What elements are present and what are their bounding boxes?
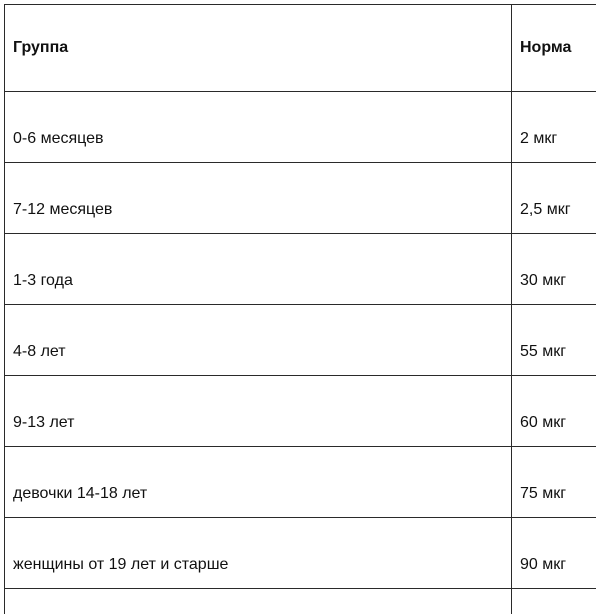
- table-row: [5, 305, 597, 376]
- table-row: [5, 376, 597, 447]
- norms-table: [4, 4, 596, 614]
- table-row: [5, 92, 597, 163]
- table-row: [5, 518, 597, 589]
- cell-norm-empty: [512, 589, 597, 614]
- cell-group: 1-3 года: [5, 234, 512, 305]
- cell-group-empty: [5, 589, 512, 614]
- cell-group: 0-6 месяцев: [5, 92, 512, 163]
- cell-norm: 55 мкг: [512, 305, 597, 376]
- cell-norm: 90 мкг: [512, 518, 597, 589]
- cell-norm: 2 мкг: [512, 92, 597, 163]
- cell-group: женщины от 19 лет и старше: [5, 518, 512, 589]
- norms-table-container: [4, 4, 596, 614]
- header-norm: Норма: [512, 5, 597, 92]
- cell-group: девочки 14-18 лет: [5, 447, 512, 518]
- cell-group: 7-12 месяцев: [5, 163, 512, 234]
- cell-norm: 75 мкг: [512, 447, 597, 518]
- table-row: [5, 234, 597, 305]
- cell-group: 9-13 лет: [5, 376, 512, 447]
- header-group: Группа: [5, 5, 512, 92]
- table-row: [5, 447, 597, 518]
- table-header-row: [5, 5, 597, 92]
- cell-norm: 2,5 мкг: [512, 163, 597, 234]
- cell-norm: 60 мкг: [512, 376, 597, 447]
- cell-norm: 30 мкг: [512, 234, 597, 305]
- table-row-cut-off: [5, 589, 597, 614]
- table-row: [5, 163, 597, 234]
- cell-group: 4-8 лет: [5, 305, 512, 376]
